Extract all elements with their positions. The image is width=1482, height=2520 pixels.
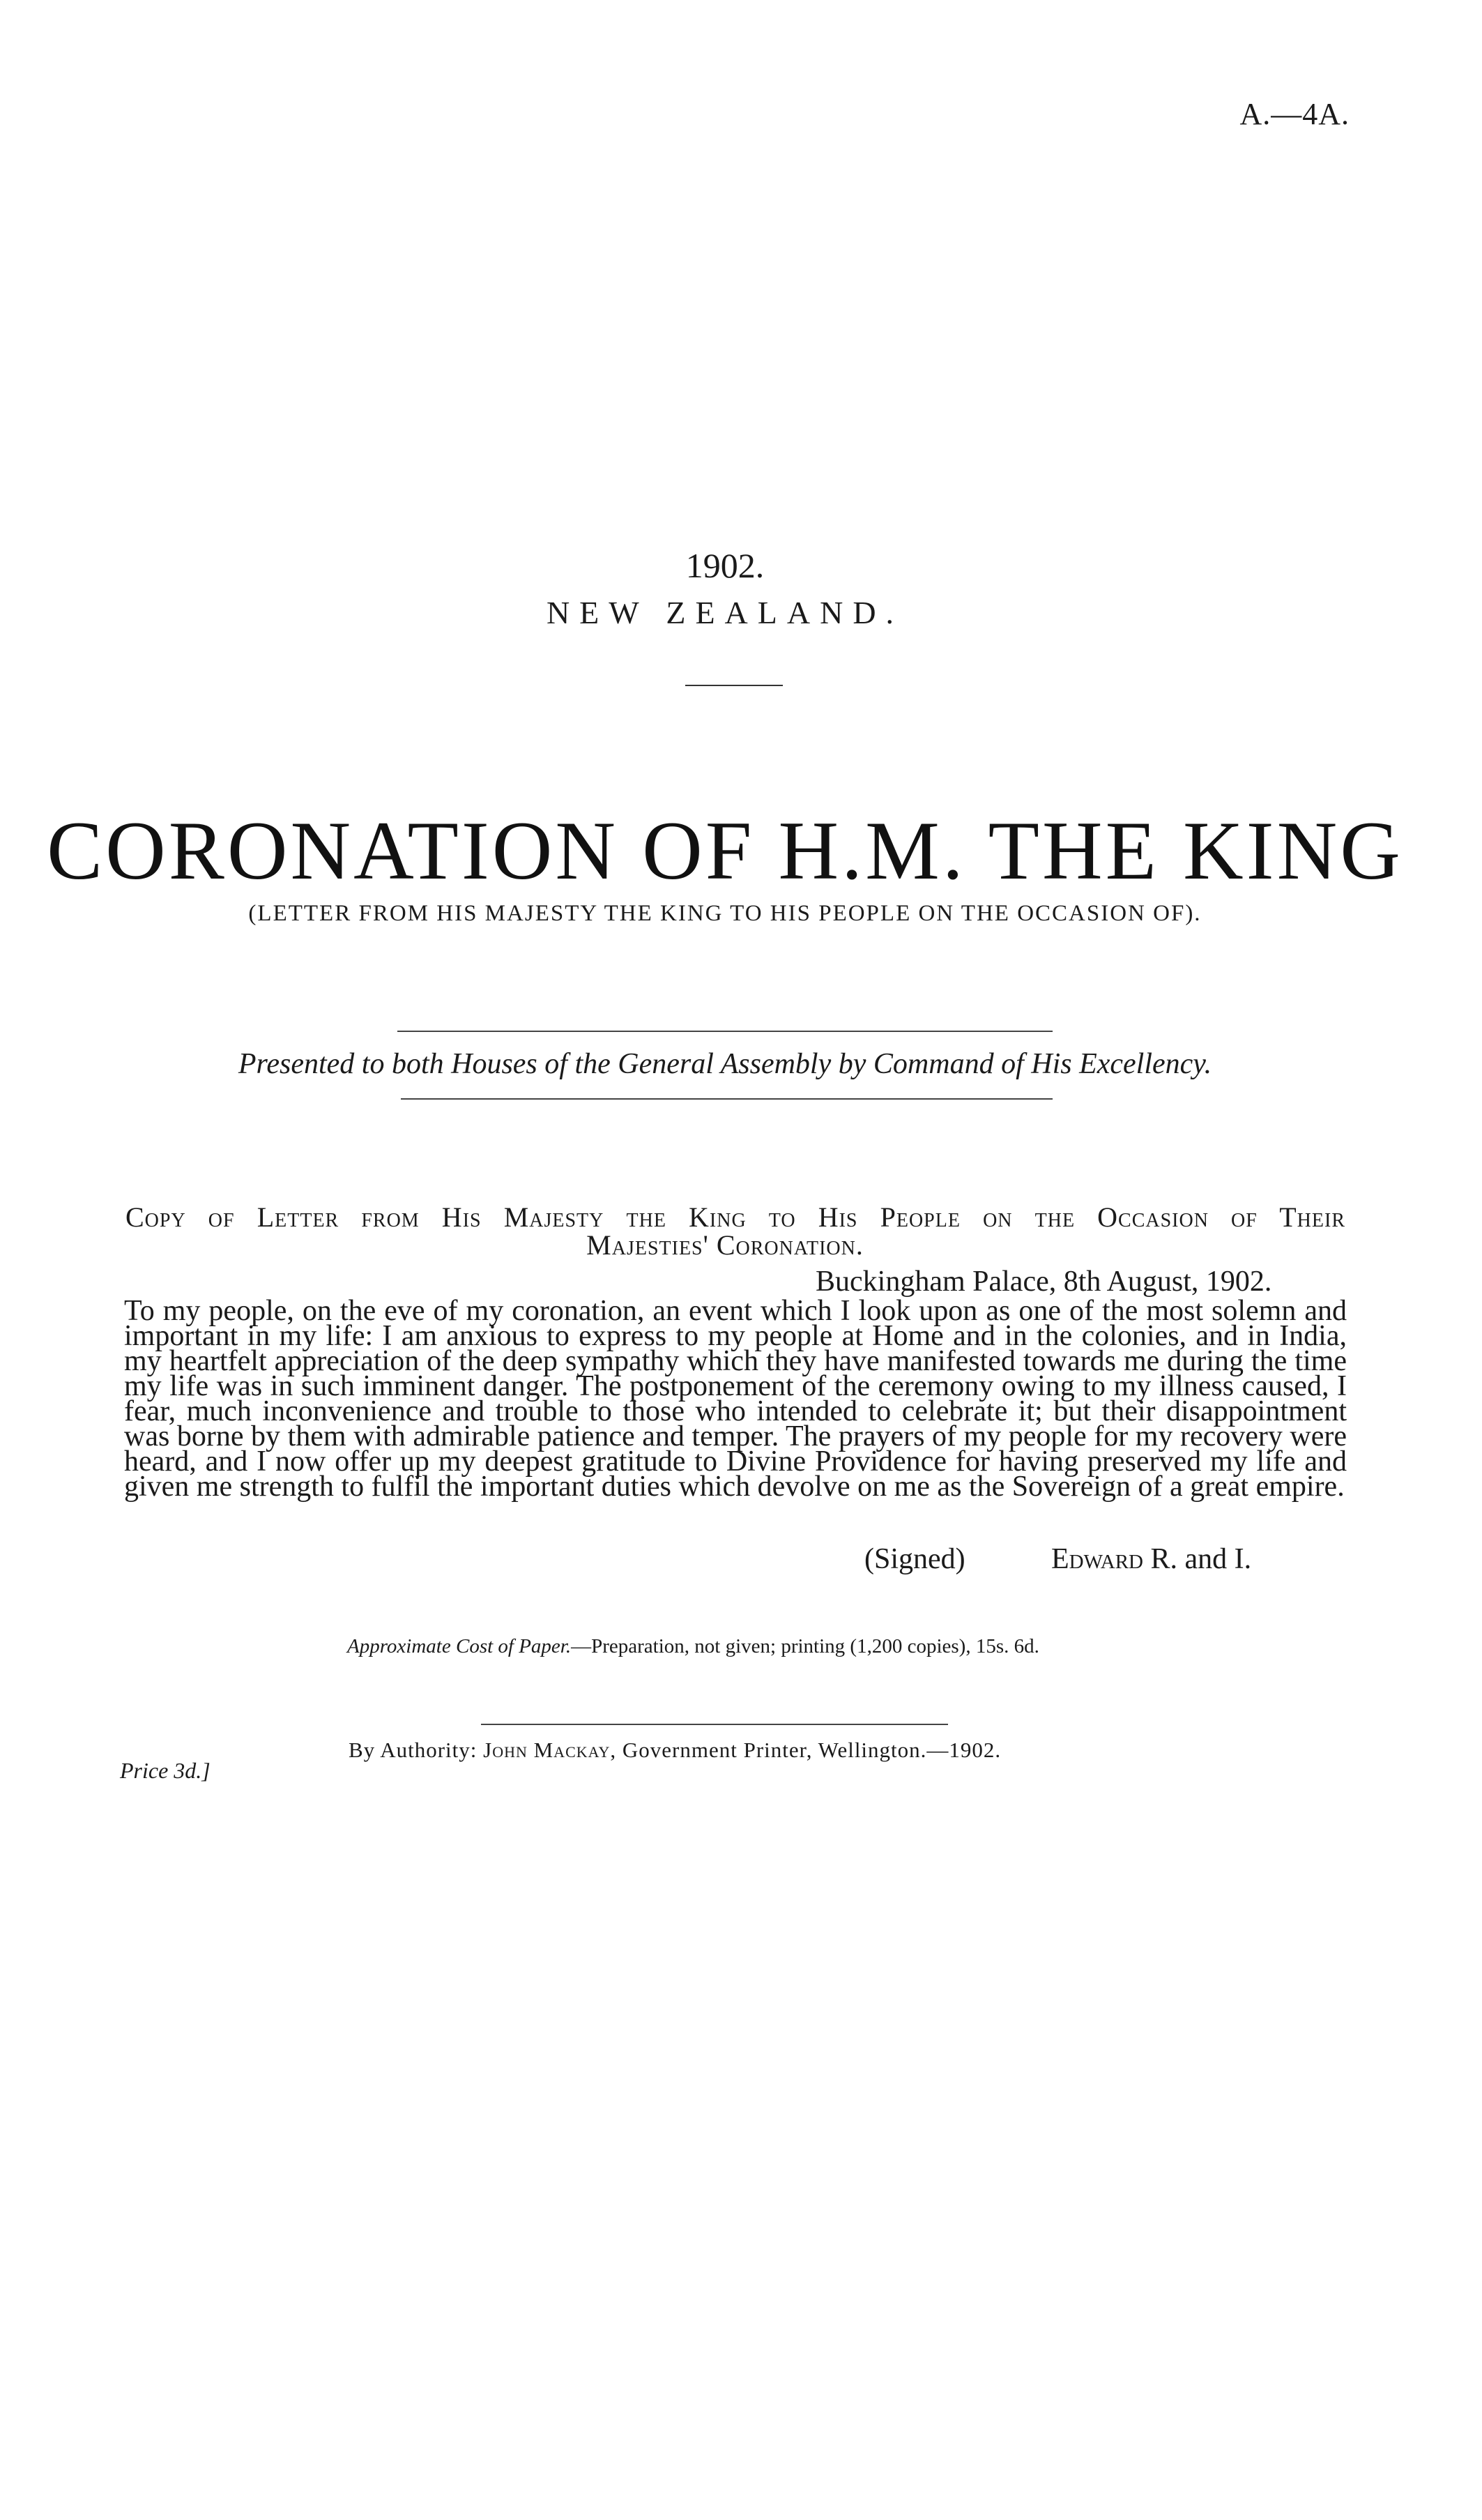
- page-title: CORONATION OF H.M. THE KING: [47, 804, 1403, 897]
- divider: [685, 685, 783, 686]
- divider: [401, 1098, 1053, 1100]
- printer-authority: [349, 1738, 1001, 1763]
- divider: [481, 1724, 948, 1725]
- letter-heading-line1: Copy of Letter from His Majesty the King to His People on the Occasion of Their: [125, 1201, 1345, 1233]
- document-reference: [1239, 96, 1350, 132]
- signed-label: (Signed): [864, 1543, 965, 1575]
- signatory: Edward: [1051, 1543, 1143, 1575]
- letter-body: [124, 1295, 1347, 1503]
- price: Price 3d.]: [120, 1758, 211, 1783]
- divider: [397, 1031, 1053, 1032]
- letter-place-date: Buckingham Palace, 8th August, 1902.: [816, 1266, 1272, 1298]
- country: NEW ZEALAND.: [546, 595, 904, 630]
- presented-statement: Presented to both Houses of the General Assembly by Command of His Excellency.: [238, 1048, 1212, 1080]
- cost-note: [347, 1635, 1039, 1658]
- signature-name: [1051, 1542, 1251, 1576]
- year: 1902.: [685, 546, 765, 585]
- cost-text: —Preparation, not given; printing (1,200 copies), 15s. 6d.: [571, 1635, 1039, 1657]
- reference-prefix: A.—4: [1239, 97, 1319, 131]
- reference-suffix: A.: [1318, 97, 1350, 131]
- printer-name: John Mackay,: [483, 1738, 617, 1762]
- page-subtitle: (LETTER FROM HIS MAJESTY THE KING TO HIS PEOPLE ON THE OCCASION OF).: [248, 901, 1202, 926]
- signatory-suffix: R. and I.: [1150, 1543, 1252, 1575]
- authority-prefix: By Authority:: [349, 1738, 478, 1762]
- letter-heading-line2: Majesties' Coronation.: [586, 1229, 864, 1261]
- letter-paragraph: To my people, on the eve of my coronation, an event which I look upon as one of the most solemn and important in my life: I am anxious to express to my people at Home and in the colonies, and in India, my heartfelt appreciation of the deep sympathy which they have manifested towards me during the time my life was in such imminent danger. The postponement of the ceremony owing to my illness caused, I fear, much inconvenience and trouble to those who intended to celebrate it; but their disappointment was borne by them with admirable patience and temper. The prayers of my people for my recovery were heard, and I now offer up my deepest gratitude to Divine Providence for having preserved my life and given me strength to fulfil the important duties which devolve on me as the Sovereign of a great empire.: [124, 1295, 1347, 1503]
- authority-suffix: Government Printer, Wellington.—1902.: [622, 1738, 1002, 1762]
- cost-label: Approximate Cost of Paper.: [347, 1635, 572, 1657]
